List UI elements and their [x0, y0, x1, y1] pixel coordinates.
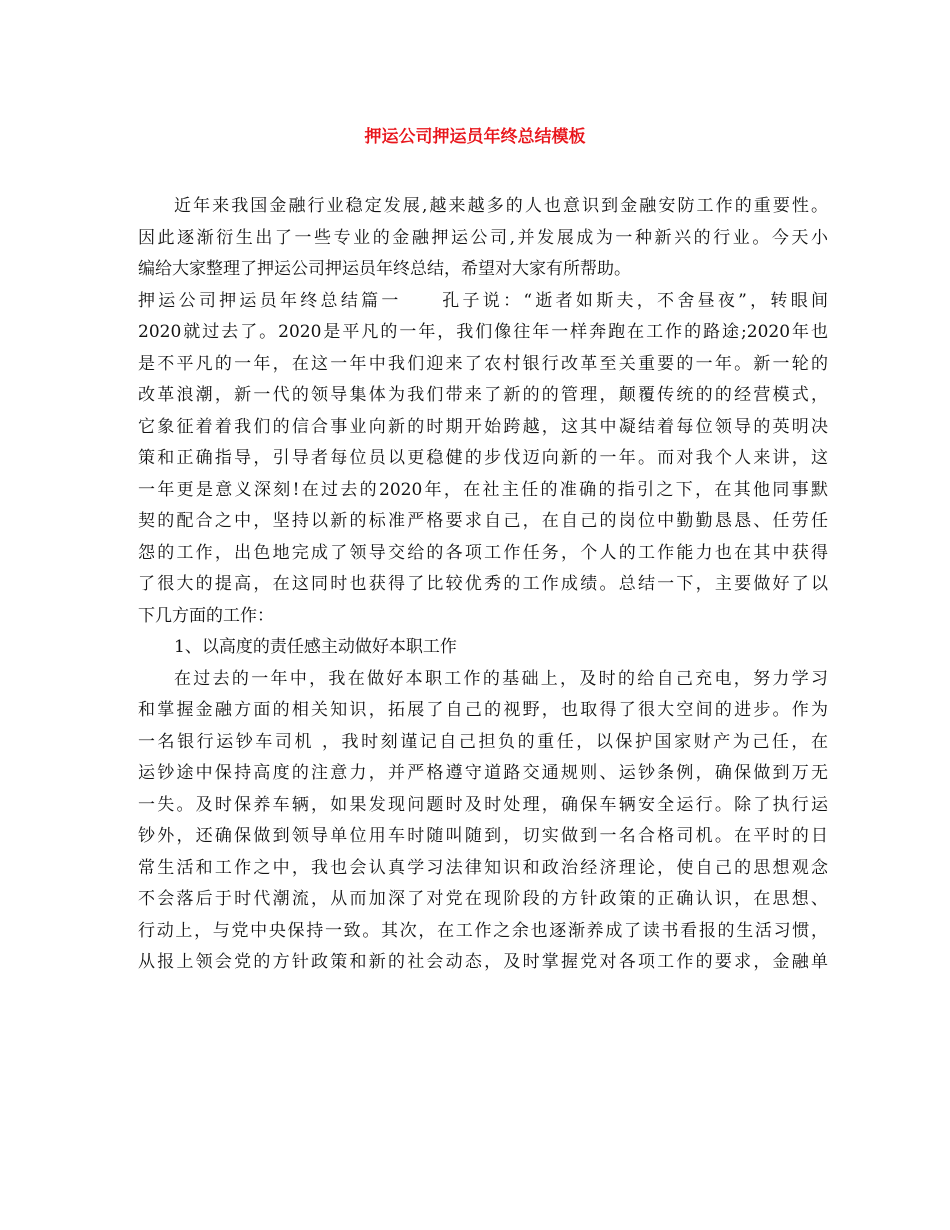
body-line: 常生活和工作之中，我也会认真学习法律知识和政治经济理论，使自己的思想观念	[138, 857, 828, 878]
body-line: 它象征着着我们的信合事业向新的时期开始跨越，这其中凝结着每位领导的英明决	[138, 416, 828, 437]
section-heading: 1、以高度的责任感主动做好本职工作	[174, 637, 457, 657]
body-line: 一名银行运钞车司机 ，我时刻谨记自己担负的重任，以保护国家财产为己任，在	[138, 731, 828, 752]
body-line: 编给大家整理了押运公司押运员年终总结，希望对大家有所帮助。	[138, 259, 631, 279]
body-line: 因此逐渐衍生出了一些专业的金融押运公司,并发展成为一种新兴的行业。今天小	[138, 227, 828, 248]
body-line: 契的配合之中，坚持以新的标准严格要求自己，在自己的岗位中勤勤恳恳、任劳任	[138, 511, 828, 531]
body-line: 近年来我国金融行业稳定发展,越来越多的人也意识到金融安防工作的重要性。	[174, 196, 828, 216]
body-line: 改革浪潮，新一代的领导集体为我们带来了新的的管理，颠覆传统的的经营模式，	[138, 385, 828, 405]
body-line: 一失。及时保养车辆，如果发现问题时及时处理，确保车辆安全运行。除了执行运	[138, 794, 828, 815]
body-line: 一年更是意义深刻!在过去的2020年，在社主任的准确的指引之下，在其他同事默	[138, 479, 828, 500]
body-line: 钞外，还确保做到领导单位用车时随叫随到，切实做到一名合格司机。在平时的日	[138, 826, 828, 846]
document-body	[138, 191, 828, 979]
body-line: 在过去的一年中，我在做好本职工作的基础上，及时的给自己充电，努力学习	[174, 668, 828, 689]
body-line: 运钞途中保持高度的注意力，并严格遵守道路交通规则、运钞条例，确保做到万无	[138, 763, 828, 783]
body-line: 从报上领会党的方针政策和新的社会动态，及时掌握党对各项工作的要求，金融单	[138, 952, 828, 972]
body-line: 了很大的提高，在这同时也获得了比较优秀的工作成绩。总结一下，主要做好了以	[138, 574, 828, 594]
body-line: 押运公司押运员年终总结篇一 孔子说：“逝者如斯夫，不舍昼夜”，转眼间	[138, 290, 828, 311]
body-line: 行动上，与党中央保持一致。其次，在工作之余也逐渐养成了读书看报的生活习惯，	[138, 920, 828, 941]
document-title: 押运公司押运员年终总结模板	[364, 127, 586, 147]
body-line: 和掌握金融方面的相关知识，拓展了自己的视野，也取得了很大空间的进步。作为	[138, 700, 828, 720]
body-line: 策和正确指导，引导者每位员以更稳健的步伐迈向新的一年。而对我个人来讲，这	[138, 448, 828, 468]
body-line: 不会落后于时代潮流，从而加深了对党在现阶段的方针政策的正确认识，在思想、	[138, 889, 828, 909]
body-line: 2020就过去了。2020是平凡的一年，我们像往年一样奔跑在工作的路途;2020年也	[138, 322, 828, 342]
body-line: 是不平凡的一年，在这一年中我们迎来了农村银行改革至关重要的一年。新一轮的	[138, 353, 828, 374]
body-line: 怨的工作，出色地完成了领导交给的各项工作任务，个人的工作能力也在其中获得	[138, 542, 828, 563]
body-line: 下几方面的工作：	[138, 605, 274, 626]
